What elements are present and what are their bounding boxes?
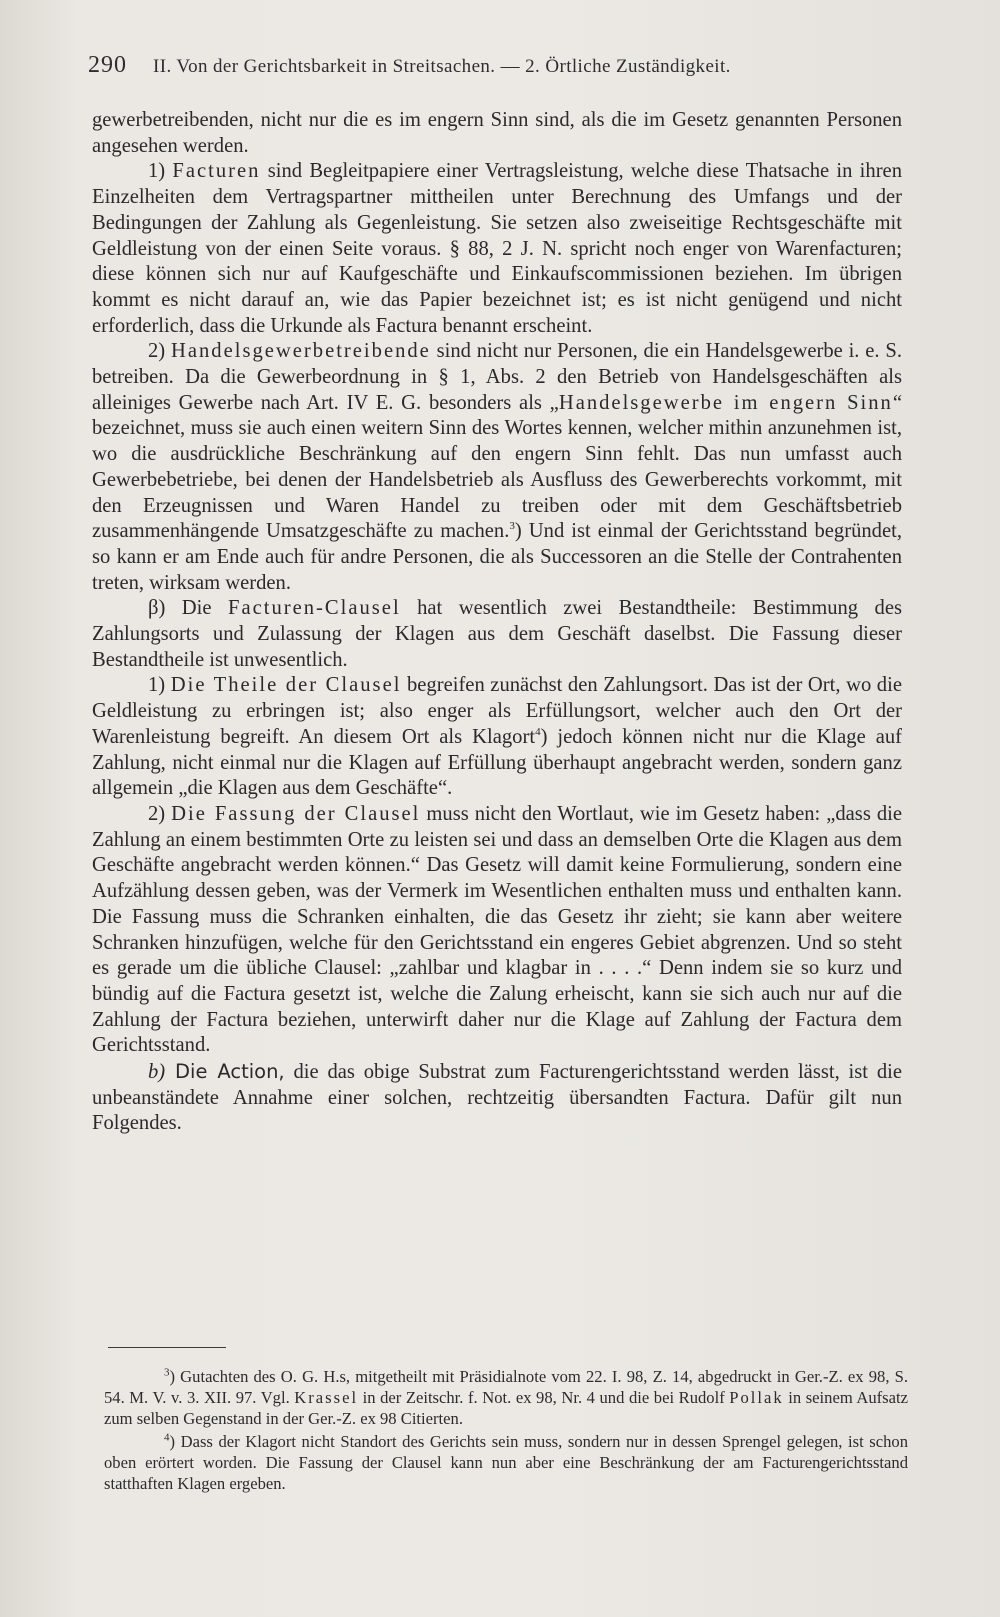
- spaced-term: Facturen: [172, 160, 261, 183]
- spaced-term: Handelsgewerbetreibende: [170, 340, 431, 363]
- paragraph-text: sind nicht nur Personen, die ein Handelsgewerbe i. e. S. betreiben. Da die Gewerbeordnung in § 1, Abs. 2 den Betrieb von Handelsgeschäften als alleiniges Gewerbe nach Art. IV E. G. besonders als „: [92, 340, 902, 414]
- footnotes: [104, 1366, 908, 1496]
- paragraph-fassung-der-clausel: [92, 802, 902, 1059]
- enumeration: 1): [148, 674, 171, 697]
- bold-term: Die Action,: [165, 1060, 285, 1084]
- body-text: [92, 108, 902, 1137]
- paragraph-facturen: [92, 159, 902, 339]
- paragraph-handelsgewerbetreibende: [92, 339, 902, 596]
- footnote-ref-4[interactable]: 4: [535, 726, 541, 739]
- footnote-text: ) Dass der Klagort nicht Standort des Gerichts sein muss, sondern nur in dessen Sprengel gelegen, ist schon oben erörtert worden. Die Fassung der Clausel kann nun aber eine Beschränkung der am Facturengerichtsstand statthaften Klagen ergeben.: [104, 1432, 908, 1493]
- paragraph-text: ) jedoch können nicht nur die Klage auf Zahlung, nicht einmal nur die Klagen auf Erfüllung überhaupt angebracht werden, sondern ganz allgemein „die Klagen aus dem Geschäfte“.: [92, 725, 903, 800]
- paragraph-text: “ bezeichnet, muss sie auch einen weitern Sinn des Wortes kennen, welcher mithin anzunehmen ist, wo die ausdrückliche Beschränkung auf den engern Sinn fehlt. Das nun umfasst auch Gewerbebetriebe, bei denen der Handelsbetrieb als Ausfluss des Gewerberechts vorkommt, mit den Erzeugnissen und Waren Handel zu treiben oder mit dem Geschäftsbetrieb zusammenhängende Umsatzgeschäfte zu machen.: [92, 391, 902, 543]
- enumeration: 2): [148, 340, 171, 363]
- spaced-term: Handelsgewerbe im engern Sinn: [558, 391, 893, 414]
- footnote-rule: [108, 1347, 226, 1348]
- paragraph-text: die das obige Substrat zum Facturengerichtsstand werden lässt, ist die unbeanständete Annahme einer solchen, rechtzeitig übersandten Factura. Dafür gilt nun Folgendes.: [92, 1061, 902, 1135]
- spaced-name: Krassel: [294, 1388, 359, 1407]
- footnote-mark: 3: [164, 1366, 170, 1379]
- paragraph-text: gewerbetreibenden, nicht nur die es im engern Sinn sind, als die im Gesetz genannten Personen angesehen werden.: [92, 109, 902, 157]
- spaced-term: Die Theile der Clausel: [170, 674, 402, 697]
- enumeration: 1): [148, 160, 173, 183]
- running-header: [88, 52, 908, 92]
- enumeration: 2): [148, 802, 172, 825]
- footnote-text: in der Zeitschr. f. Not. ex 98, Nr. 4 und die bei Rudolf: [358, 1388, 730, 1407]
- paragraph-text: hat wesentlich zwei Bestandtheile: Bestimmung des Zahlungsorts und Zulassung der Klagen aus dem Geschäft daselbst. Die Fassung dieser Bestandtheile ist unwesentlich.: [92, 597, 903, 671]
- paragraph-theile-der-clausel: [92, 673, 902, 802]
- spaced-term: Die Fassung der Clausel: [171, 802, 421, 825]
- footnote-3: [104, 1366, 908, 1429]
- paragraph-text: ) Und ist einmal der Gerichtsstand begründet, so kann er am Ende auch für andre Personen, die als Successoren an die Stelle der Contrahenten treten, wirksam werden.: [92, 520, 902, 594]
- paragraph-text: begreifen zunächst den Zahlungsort. Das ist der Ort, wo die Geldleistung zu erbringen ist; also enger als Erfüllungsort, welcher auch den Ort der Warenleistung begreift. An diesem Ort als Klagort: [92, 674, 902, 748]
- paragraph-action: [92, 1059, 902, 1137]
- spaced-term: Facturen-Clausel: [227, 597, 401, 620]
- paragraph-facturen-clausel: [92, 596, 902, 673]
- page-number: 290: [88, 52, 127, 78]
- paragraph-text: muss nicht den Wortlaut, wie im Gesetz haben: „dass die Zahlung an einem bestimmten Orte zu leisten sei und dass an demselben Orte die Klagen aus dem Geschäfte angebracht werden können.“ Das Gesetz will damit keine Formulierung, sondern eine Aufzählung dessen geben, was der Vermerk im Wesentlichen enthalten muss und enthalten kann. Die Fassung muss die Schranken einhalten, die das Gesetz ihr zieht; sie kann aber weitere Schranken hinzufügen, welche für den Gerichtsstand ein engeres Gebiet abgrenzen. Und so steht es gerade um die übliche Clausel: „zahlbar und klagbar in . . . .“ Denn indem sie so kurz und bündig auf die Factura gesetzt ist, welche die Zalung erheischt, kann sie sich auch nur auf die Zahlung der Factura beziehen, unterwirft daher nur die Klage auf Zahlung der Factura dem Gerichtsstand.: [92, 802, 902, 1057]
- footnote-ref-3[interactable]: 3: [509, 520, 515, 533]
- enumeration: β) Die: [148, 597, 228, 620]
- enumeration: b): [148, 1061, 166, 1084]
- running-title: II. Von der Gerichtsbarkeit in Streitsachen. — 2. Örtliche Zuständigkeit.: [153, 56, 731, 77]
- paragraph-continuation: [92, 108, 902, 159]
- footnote-mark: 4: [164, 1431, 170, 1444]
- paragraph-text: sind Begleitpapiere einer Vertragsleistung, welche diese Thatsache in ihren Einzelheiten dem Vertragspartner mittheilen unter Berechnung des Umfangs und der Bedingungen der Zahlung als Gegenleistung. Sie setzen also zweiseitige Rechtsgeschäfte mit Geldleistung von der einen Seite voraus. § 88, 2 J. N. spricht noch enger von Warenfacturen; diese können sich nur auf Kaufgeschäfte und Einkaufscommissionen beziehen. Im übrigen kommt es nicht darauf an, wie das Papier bezeichnet ist; es ist nicht genügend und nicht erforderlich, dass die Urkunde als Factura benannt erscheint.: [92, 160, 902, 337]
- footnote-text: in seinem Aufsatz zum selben Gegenstand in der Ger.-Z. ex 98 Citierten.: [104, 1388, 908, 1428]
- spaced-name: Pollak: [729, 1388, 784, 1407]
- footnote-text: ) Gutachten des O. G. H.s, mitgetheilt mit Präsidialnote vom 22. I. 98, Z. 14, abgedruckt in Ger.-Z. ex 98, S. 54. M. V. v. 3. XII. 97. Vgl.: [104, 1367, 908, 1407]
- footnote-4: [104, 1431, 908, 1494]
